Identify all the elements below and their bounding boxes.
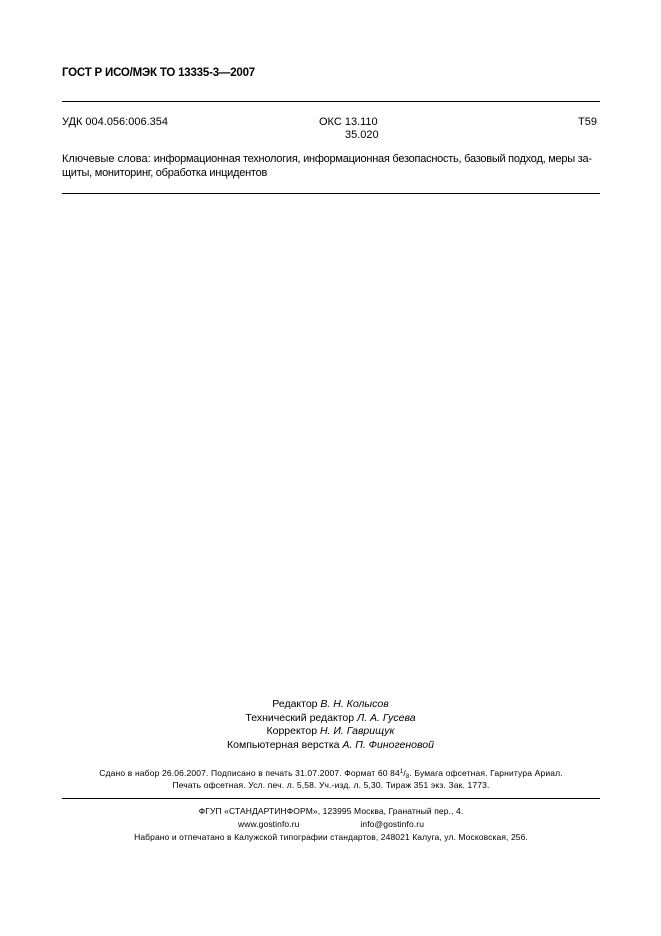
layout-name: А. П. Финогеновой [342, 739, 434, 752]
publication-line-1: Сдано в набор 26.06.2007. Подписано в печать 31.07.2007. Формат 60 $84^1/_8$. Бумага офсетная. Гарнитура Ариал. [99, 768, 563, 780]
editor-role: Редактор [272, 698, 318, 710]
printer-website[interactable]: www.gostinfo.ru [237, 819, 300, 829]
footer-rule [62, 798, 600, 799]
group-code: Т59 [578, 116, 597, 128]
tech-editor-name: Л. А. Гусева [357, 711, 416, 724]
layout-role: Компьютерная верстка [227, 739, 340, 752]
credit-corrector [0, 725, 661, 739]
udk-code: УДК 004.056:006.354 [62, 116, 168, 128]
printer-typography: Набрано и отпечатано в Калужской типографии стандартов, 248021 Калуга, ул. Московская, 256. [134, 832, 528, 842]
credit-tech-editor [0, 712, 661, 726]
corrector-role: Корректор [266, 725, 318, 738]
format-denominator: 8 [405, 774, 410, 780]
oks-code-1: ОКС 13.110 [319, 116, 378, 128]
keywords-label: Ключевые слова: [62, 153, 151, 165]
keywords-text: информационная технология, информационная безопасность, базовый подход, меры за-щиты, мониторинг, обработка инцидентов [62, 153, 592, 179]
keywords-block [62, 152, 600, 180]
tech-editor-role: Технический редактор [245, 711, 355, 724]
publication-line-2: Печать офсетная. Усл. печ. л. 5,58. Уч.-изд. л. 5,30. Тираж 351 экз. Зак. 1773. [172, 780, 490, 790]
format-numerator: 1 [399, 769, 404, 775]
document-code: ГОСТ Р ИСО/МЭК ТО 13335-3—2007 [62, 67, 255, 79]
printer-contacts [62, 818, 600, 831]
oks-code-2: 35.020 [345, 129, 379, 141]
printer-block [62, 805, 600, 844]
publication-text-b: . Бумага офсетная. Гарнитура Ариал. [409, 768, 563, 778]
printer-email[interactable]: info@gostinfo.ru [360, 819, 425, 829]
keywords-rule [62, 193, 600, 194]
credit-layout [0, 739, 661, 753]
publication-text-a: Сдано в набор 26.06.2007. Подписано в печать 31.07.2007. Формат 60 84 [99, 768, 400, 778]
credits-block [0, 698, 661, 753]
header-rule [62, 101, 600, 102]
printer-address: ФГУП «СТАНДАРТИНФОРМ», 123995 Москва, Гранатный пер., 4. [198, 806, 464, 816]
credit-editor [0, 698, 661, 712]
editor-name: В. Н. Колысов [320, 698, 389, 710]
corrector-name: Н. И. Гаврищук [319, 725, 395, 738]
